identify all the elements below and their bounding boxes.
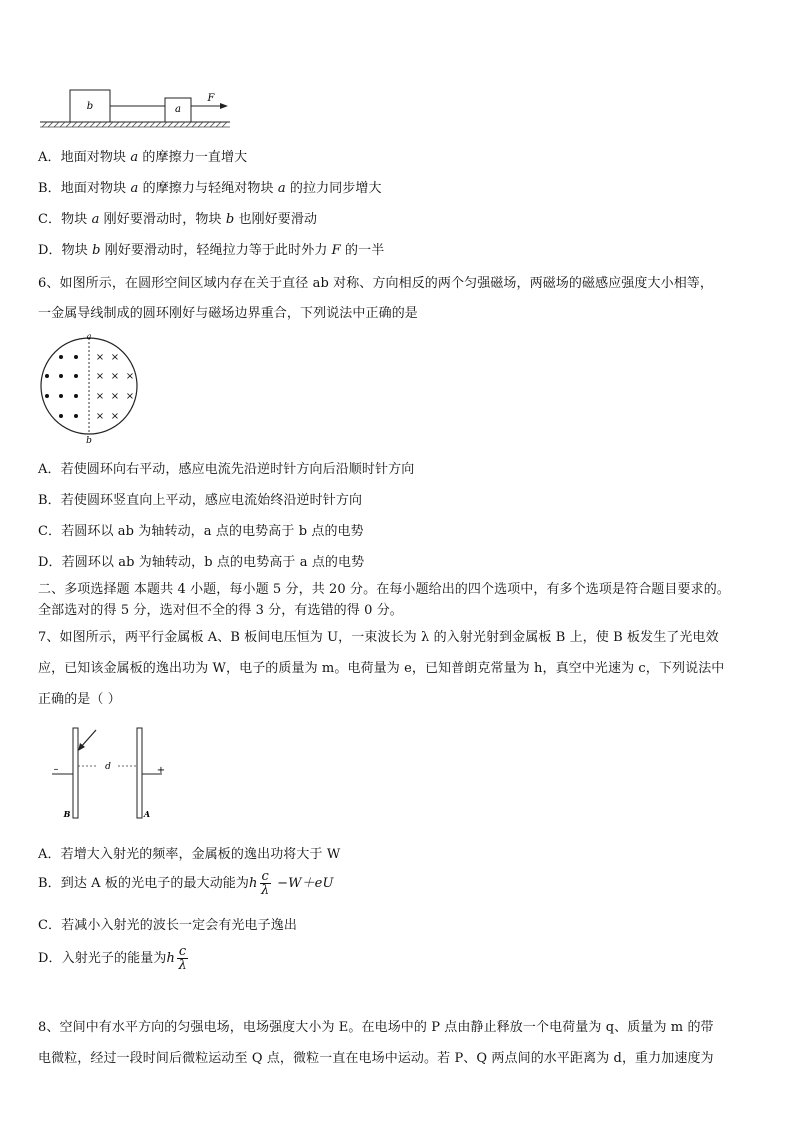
fraction-c-over-lambda: $\frac{c}{\lambda}$ [178, 944, 187, 973]
q8-stem-line1: 8、空间中有水平方向的匀强电场，电场强度大小为 E。在电场中的 P 点由静止释放一个电荷量为 q、质量为 m 的带 [38, 1020, 714, 1035]
block-b-label: b [86, 101, 94, 112]
q6-option-c: C．若圆环以 ab 为轴转动，a 点的电势高于 b 点的电势 [38, 524, 364, 539]
plate-a [137, 728, 142, 818]
svg-text:×: × [125, 391, 135, 402]
minus-label: – [53, 764, 59, 775]
q7-option-c: C．若减小入射光的波长一定会有光电子逸出 [38, 918, 297, 933]
d-label: d [105, 762, 111, 772]
block-a-label: a [175, 104, 181, 115]
ground-hatch [42, 122, 227, 127]
section2-heading-line1: 二、多项选择题 本题共 4 小题，每小题 5 分，共 20 分。在每小题给出的四个选项中，有多个选项是符合题目要求的。 [38, 582, 730, 597]
q7-option-d: D．入射光子的能量为h $\frac{c}{\lambda}$ [38, 944, 187, 973]
q7-option-a: A．若增大入射光的频率，金属板的逸出功将大于 W [38, 847, 341, 862]
q6-stem-line1: 6、如图所示，在圆形空间区域内存在关于直径 ab 对称、方向相反的两个匀强磁场，两磁场的磁感应强度大小相等， [38, 276, 714, 291]
svg-text:×: × [95, 391, 105, 402]
svg-text:×: × [110, 371, 120, 382]
section2-heading-line2: 全部选对的得 5 分，选对但不全的得 3 分，有选错的得 0 分。 [38, 603, 403, 618]
q7-stem-line1: 7、如图所示，两平行金属板 A、B 板间电压恒为 U，一束波长为 λ 的入射光射到金属板 B 上，使 B 板发生了光电效 [38, 630, 719, 645]
q8-stem-line2: 电微粒，经过一段时间后微粒运动至 Q 点，微粒一直在电场中运动。若 P、Q 两点间的水平距离为 d，重力加速度为 [38, 1051, 714, 1066]
field-out-dots [45, 355, 78, 418]
label-b: b [86, 436, 92, 444]
field-in-crosses [96, 352, 134, 422]
svg-text:×: × [125, 371, 135, 382]
q5-option-c: C．物块 a 刚好要滑动时，物块 b 也刚好要滑动 [38, 212, 318, 227]
blocks-figure [38, 86, 238, 132]
plate-b-label: B [63, 809, 71, 819]
q6-option-d: D．若圆环以 ab 为轴转动，b 点的电势高于 a 点的电势 [38, 555, 365, 570]
label-a: a [86, 332, 92, 341]
svg-text:×: × [95, 371, 105, 382]
parallel-plates-figure [40, 724, 180, 824]
q5-option-a: A．地面对物块 a 的摩擦力一直增大 [38, 150, 248, 165]
plate-a-label: A [143, 809, 151, 819]
svg-text:×: × [110, 391, 120, 402]
svg-text:×: × [95, 411, 105, 422]
q6-stem-line2: 一金属导线制成的圆环刚好与磁场边界重合，下列说法中正确的是 [38, 306, 418, 321]
q7-stem-line3: 正确的是（ ） [38, 692, 121, 707]
force-label: F [207, 93, 215, 104]
plate-b [73, 728, 78, 818]
svg-text:×: × [95, 352, 105, 363]
q6-option-a: A．若使圆环向右平动，感应电流先沿逆时针方向后沿顺时针方向 [38, 462, 415, 477]
q5-option-b: B．地面对物块 a 的摩擦力与轻绳对物块 a 的拉力同步增大 [38, 181, 382, 196]
magnetic-field-ring-figure [36, 332, 146, 444]
force-arrow-head [220, 103, 228, 109]
q7-option-b: B．到达 A 板的光电子的最大动能为h $\frac{c}{\lambda}$ −W＋eU [38, 869, 334, 898]
fraction-c-over-lambda: $\frac{c}{\lambda}$ [261, 869, 270, 898]
q6-option-b: B．若使圆环竖直向上平动，感应电流始终沿逆时针方向 [38, 493, 363, 508]
svg-text:×: × [110, 411, 120, 422]
svg-text:×: × [110, 352, 120, 363]
plus-label: + [156, 765, 166, 776]
q7-stem-line2: 应，已知该金属板的逸出功为 W，电子的质量为 m。电荷量为 e，已知普朗克常量为 h，真空中光速为 c，下列说法中 [38, 661, 725, 676]
q5-option-d: D．物块 b 刚好要滑动时，轻绳拉力等于此时外力 F 的一半 [38, 243, 385, 258]
